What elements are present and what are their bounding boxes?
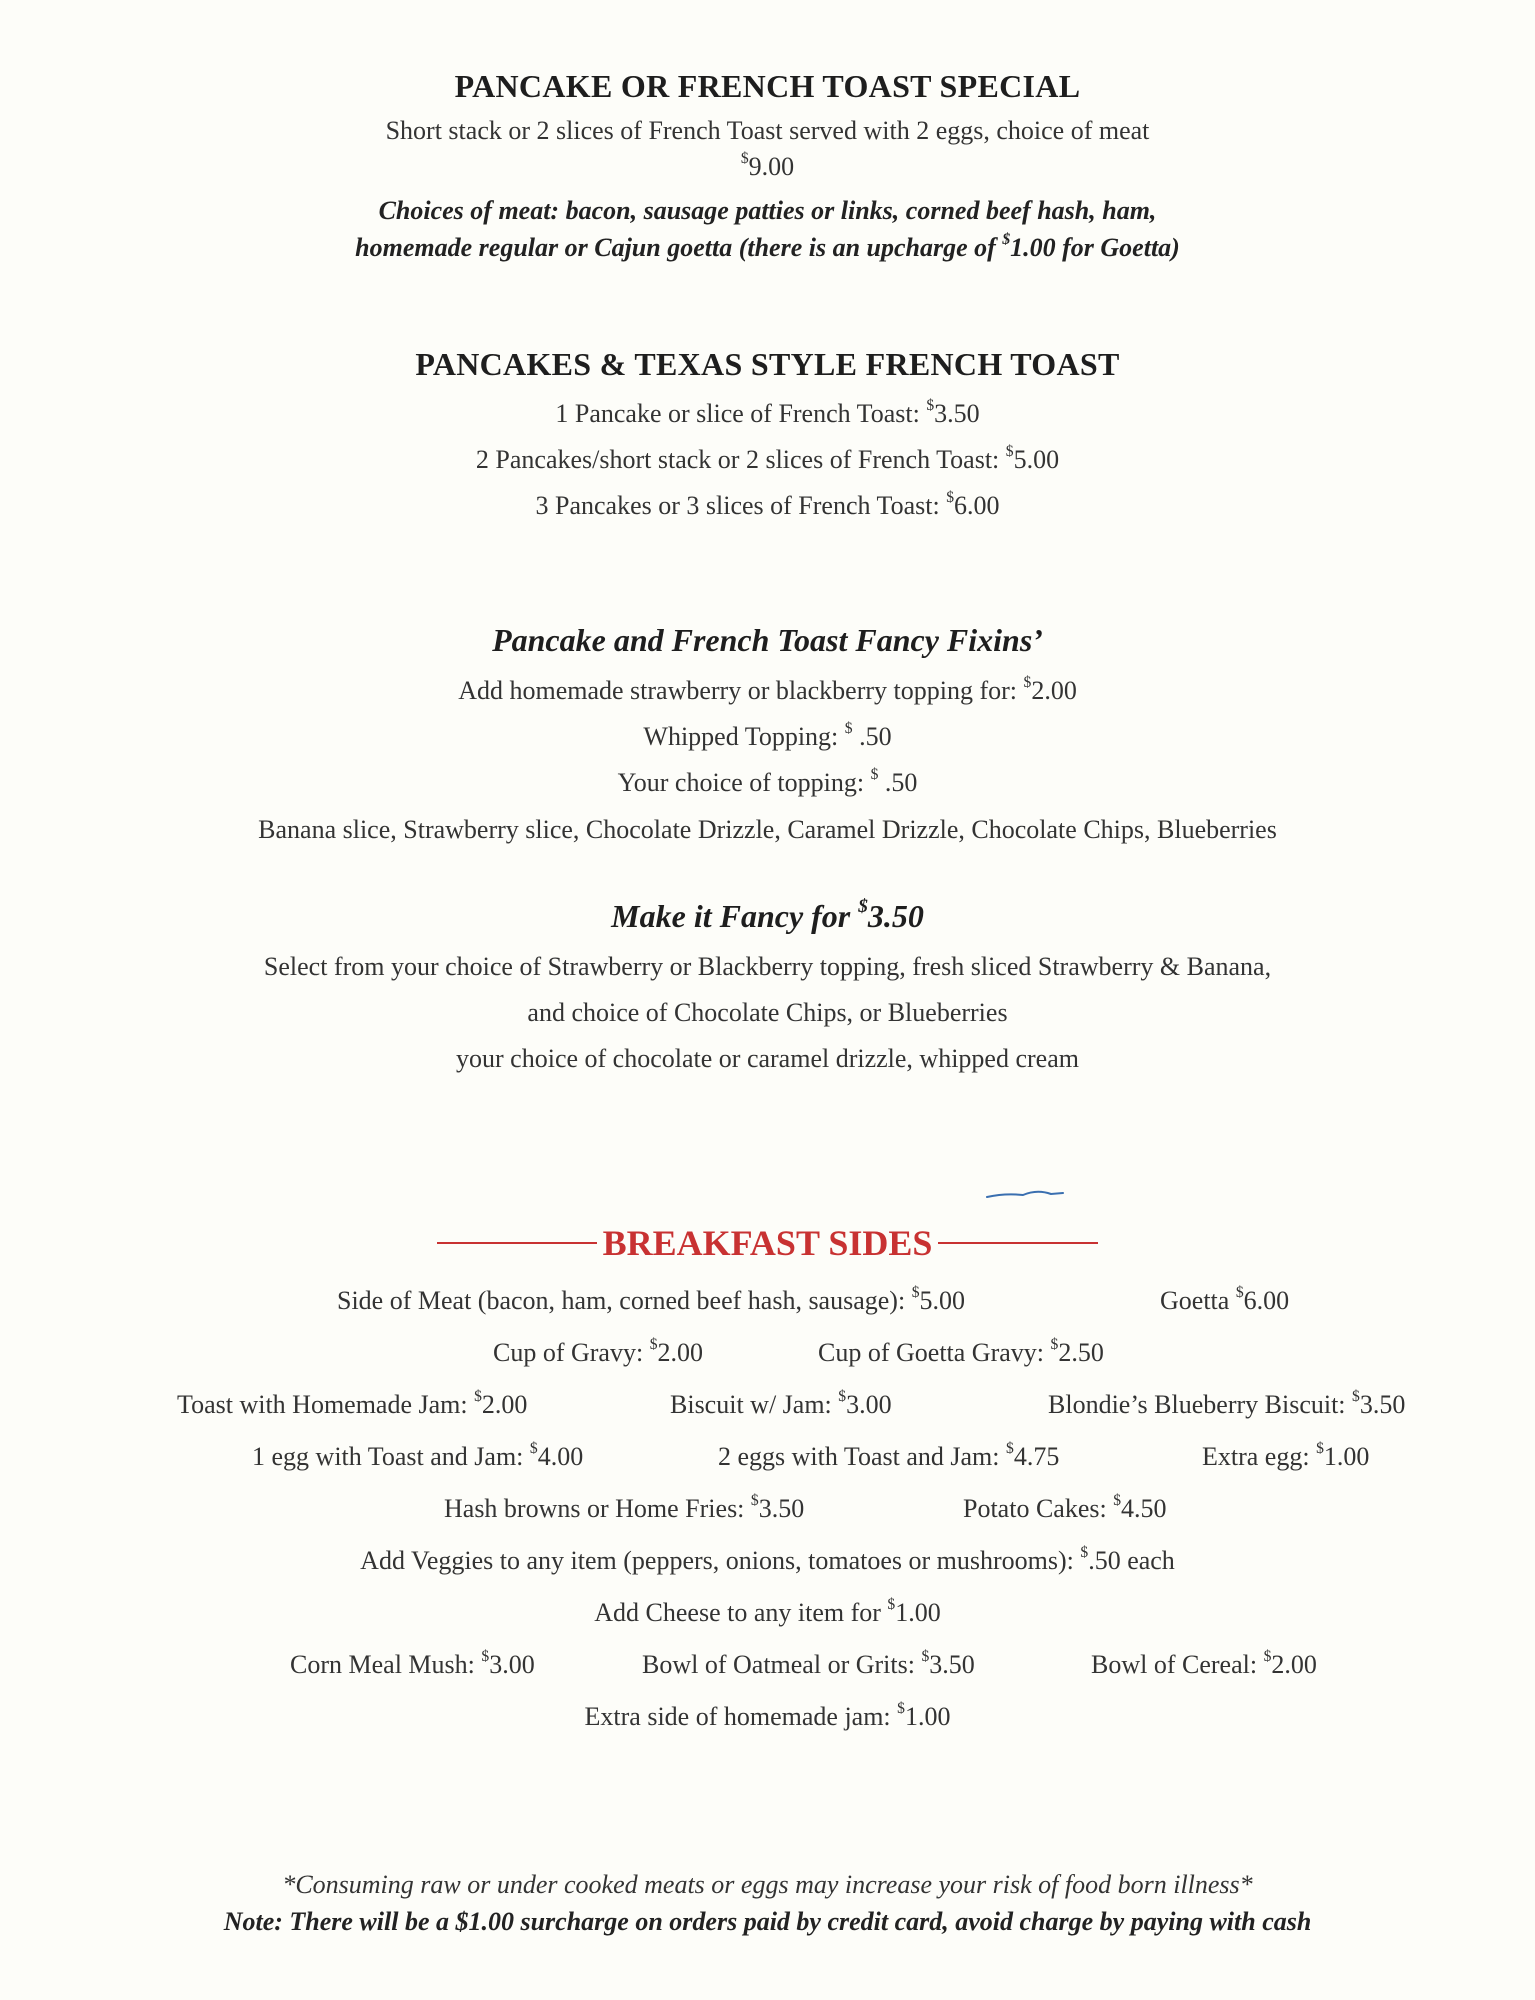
side-item <box>718 1442 1059 1472</box>
dollar-sign: $ <box>1352 1388 1360 1405</box>
item-label: Add homemade strawberry or blackberry topping for: <box>458 676 1024 705</box>
pancakes-item <box>0 491 1535 521</box>
dollar-sign: $ <box>529 1440 538 1457</box>
dollar-sign: $ <box>1316 1440 1324 1457</box>
side-item <box>337 1286 965 1316</box>
dollar-sign: $ <box>1050 1336 1059 1353</box>
item-price: 5.00 <box>1013 445 1060 474</box>
side-item <box>493 1338 703 1368</box>
surcharge-note: Note: There will be a $1.00 surcharge on orders paid by credit card, avoid charge by paying with cash <box>223 1907 1312 1936</box>
item-price: 4.75 <box>1013 1442 1060 1471</box>
item-price: 1.00 <box>895 1598 941 1627</box>
divider <box>437 1242 597 1244</box>
special-meat-line2-text: homemade regular or Cajun goetta (there is an upcharge of <box>355 233 1003 262</box>
fixins-toppings: Banana slice, Strawberry slice, Chocolate Drizzle, Caramel Drizzle, Chocolate Chips, Blueberries <box>258 815 1277 844</box>
item-label: 1 egg with Toast and Jam: <box>252 1442 530 1471</box>
fancy-line: and choice of Chocolate Chips, or Blueberries <box>527 998 1008 1027</box>
pen-mark-icon <box>985 1187 1065 1203</box>
fancy-line: Select from your choice of Strawberry or Blackberry topping, fresh sliced Strawberry & Banana, <box>263 952 1272 981</box>
dollar-sign: $ <box>1006 1440 1014 1457</box>
item-label: Toast with Homemade Jam: <box>177 1390 475 1419</box>
dollar-sign: $ <box>481 1648 490 1665</box>
dollar-sign: $ <box>946 489 954 506</box>
side-item <box>670 1390 892 1420</box>
sides-title: BREAKFAST SIDES <box>602 1223 933 1263</box>
side-item <box>1048 1390 1405 1420</box>
item-label: Cup of Goetta Gravy: <box>818 1338 1051 1367</box>
dollar-sign: $ <box>926 397 935 414</box>
item-price: 1.00 <box>1323 1442 1370 1471</box>
item-label: Side of Meat (bacon, ham, corned beef hash, sausage): <box>337 1286 912 1315</box>
food-warning: *Consuming raw or under cooked meats or eggs may increase your risk of food born illness* <box>282 1870 1253 1899</box>
special-meat-line2 <box>0 233 1535 263</box>
item-price: 3.50 <box>758 1494 805 1523</box>
dollar-sign: $ <box>474 1388 482 1405</box>
side-item <box>642 1650 975 1680</box>
pancakes-item <box>0 399 1535 429</box>
item-price: .50 <box>878 768 918 797</box>
fancy-title-text: Make it Fancy for <box>611 898 859 934</box>
item-label: 2 eggs with Toast and Jam: <box>718 1442 1007 1471</box>
fixins-item <box>0 722 1535 752</box>
side-item <box>1091 1650 1317 1680</box>
item-price: 6.00 <box>954 491 1000 520</box>
item-price: 3.50 <box>934 399 980 428</box>
item-label: Corn Meal Mush: <box>290 1650 482 1679</box>
item-price: 4.00 <box>537 1442 584 1471</box>
dollar-sign: $ <box>1002 231 1011 248</box>
item-label: Whipped Topping: <box>643 722 845 751</box>
special-title: PANCAKE OR FRENCH TOAST SPECIAL <box>454 68 1081 104</box>
side-item <box>963 1494 1167 1524</box>
item-label: Extra side of homemade jam: <box>584 1702 898 1731</box>
dollar-sign: $ <box>750 1492 759 1509</box>
pancakes-item <box>0 445 1535 475</box>
side-item <box>290 1650 535 1680</box>
pancakes-title: PANCAKES & TEXAS STYLE FRENCH TOAST <box>415 346 1120 382</box>
item-price: 2.00 <box>481 1390 528 1419</box>
item-label: Add Cheese to any item for <box>594 1598 888 1627</box>
special-description: Short stack or 2 slices of French Toast served with 2 eggs, choice of meat <box>385 116 1150 145</box>
sides-header <box>0 1222 1535 1264</box>
fixins-title: Pancake and French Toast Fancy Fixins’ <box>492 622 1043 658</box>
side-item <box>1202 1442 1369 1472</box>
item-label: Your choice of topping: <box>617 768 871 797</box>
fancy-price: 3.50 <box>867 898 924 934</box>
dollar-sign: $ <box>649 1336 658 1353</box>
item-price: .50 each <box>1088 1546 1175 1575</box>
side-item <box>0 1598 1535 1628</box>
special-meat-line1: Choices of meat: bacon, sausage patties or links, corned beef hash, ham, <box>378 196 1157 225</box>
item-label: Add Veggies to any item (peppers, onions, tomatoes or mushrooms): <box>360 1546 1081 1575</box>
dollar-sign: $ <box>838 1388 847 1405</box>
side-item <box>252 1442 583 1472</box>
special-price <box>0 152 1535 182</box>
item-price: 6.00 <box>1243 1286 1290 1315</box>
item-label: Hash browns or Home Fries: <box>444 1494 751 1523</box>
dollar-sign: $ <box>870 766 879 783</box>
item-label: Goetta <box>1160 1286 1236 1315</box>
item-label: Bowl of Cereal: <box>1091 1650 1264 1679</box>
item-price: 3.50 <box>929 1650 975 1679</box>
dollar-sign: $ <box>921 1648 930 1665</box>
dollar-sign: $ <box>1263 1648 1272 1665</box>
special-price-value: 9.00 <box>748 152 795 181</box>
dollar-sign: $ <box>858 896 868 917</box>
special-meat-line2-price: 1.00 for Goetta) <box>1010 233 1180 262</box>
side-item <box>1160 1286 1289 1316</box>
side-item <box>0 1546 1535 1576</box>
item-price: 2.50 <box>1058 1338 1104 1367</box>
item-price: 4.50 <box>1121 1494 1167 1523</box>
item-price: 2.00 <box>1031 676 1077 705</box>
item-label: Biscuit w/ Jam: <box>670 1390 839 1419</box>
side-item <box>444 1494 804 1524</box>
item-label: Blondie’s Blueberry Biscuit: <box>1048 1390 1353 1419</box>
side-item <box>177 1390 527 1420</box>
item-price: 2.00 <box>1271 1650 1317 1679</box>
item-price: 3.00 <box>846 1390 892 1419</box>
item-price: .50 <box>852 722 892 751</box>
dollar-sign: $ <box>1080 1544 1089 1561</box>
item-label: 3 Pancakes or 3 slices of French Toast: <box>535 491 947 520</box>
dollar-sign: $ <box>1113 1492 1122 1509</box>
dollar-sign: $ <box>897 1700 905 1717</box>
dollar-sign: $ <box>1235 1284 1244 1301</box>
dollar-sign: $ <box>887 1596 896 1613</box>
item-label: Cup of Gravy: <box>493 1338 650 1367</box>
fancy-title <box>0 898 1535 935</box>
item-price: 3.00 <box>489 1650 535 1679</box>
fixins-item <box>0 768 1535 798</box>
dollar-sign: $ <box>1023 674 1032 691</box>
item-label: Extra egg: <box>1202 1442 1317 1471</box>
item-label: 2 Pancakes/short stack or 2 slices of French Toast: <box>475 445 1006 474</box>
dollar-sign: $ <box>844 720 853 737</box>
dollar-sign: $ <box>1005 443 1014 460</box>
side-item <box>0 1702 1535 1732</box>
fixins-item <box>0 676 1535 706</box>
item-price: 2.00 <box>657 1338 703 1367</box>
item-label: 1 Pancake or slice of French Toast: <box>555 399 927 428</box>
dollar-sign: $ <box>911 1284 920 1301</box>
item-label: Bowl of Oatmeal or Grits: <box>642 1650 922 1679</box>
divider <box>938 1242 1098 1244</box>
fancy-line: your choice of chocolate or caramel drizzle, whipped cream <box>456 1044 1079 1073</box>
side-item <box>818 1338 1104 1368</box>
item-price: 3.50 <box>1359 1390 1406 1419</box>
item-label: Potato Cakes: <box>963 1494 1114 1523</box>
dollar-sign: $ <box>740 150 749 167</box>
item-price: 1.00 <box>904 1702 951 1731</box>
item-price: 5.00 <box>919 1286 965 1315</box>
